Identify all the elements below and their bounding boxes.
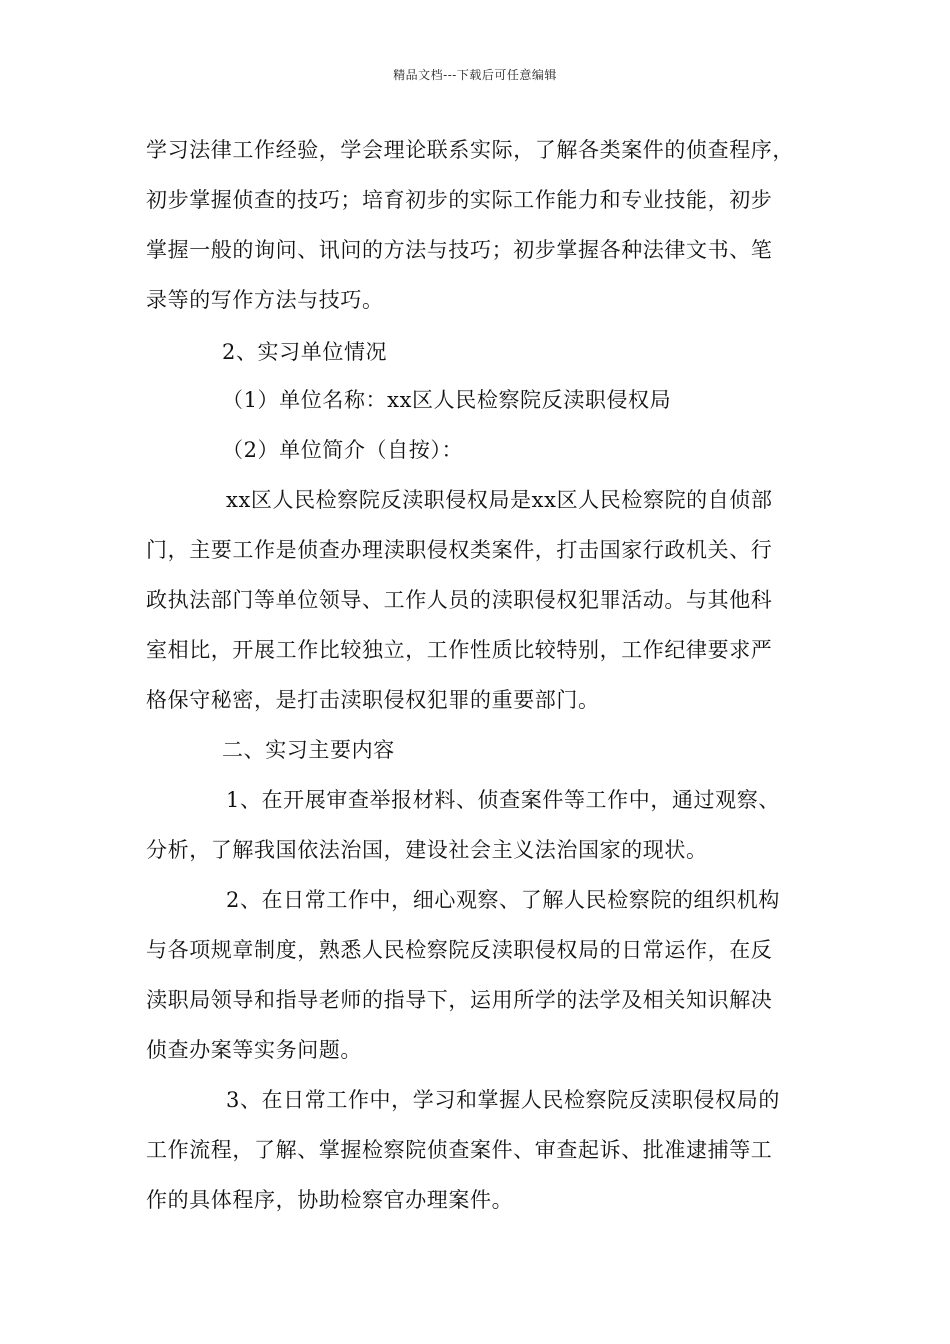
body-line: 门，主要工作是侦查办理渎职侵权类案件，打击国家行政机关、行 xyxy=(146,538,773,562)
body-line: 1、在开展审查举报材料、侦查案件等工作中，通过观察、 xyxy=(226,788,780,812)
body-line: 渎职局领导和指导老师的指导下，运用所学的法学及相关知识解决 xyxy=(146,988,773,1012)
body-line: xx区人民检察院反渎职侵权局是xx区人民检察院的自侦部 xyxy=(226,488,773,512)
body-line: 侦查办案等实务问题。 xyxy=(146,1038,362,1062)
body-line: 工作流程，了解、掌握检察院侦查案件、审查起诉、批准逮捕等工 xyxy=(146,1138,773,1162)
body-line: 学习法律工作经验，学会理论联系实际，了解各类案件的侦查程序， xyxy=(146,138,794,162)
body-line: 掌握一般的询问、讯问的方法与技巧；初步掌握各种法律文书、笔 xyxy=(146,238,773,262)
body-line: 分析，了解我国依法治国，建设社会主义法治国家的现状。 xyxy=(146,838,708,862)
body-line: 作的具体程序，协助检察官办理案件。 xyxy=(146,1188,514,1212)
body-line: 格保守秘密，是打击渎职侵权犯罪的重要部门。 xyxy=(146,688,600,712)
section-heading: 二、实习主要内容 xyxy=(222,738,395,762)
body-line: 3、在日常工作中，学习和掌握人民检察院反渎职侵权局的 xyxy=(226,1088,780,1112)
section-heading: 2、实习单位情况 xyxy=(222,340,388,364)
body-line: 室相比，开展工作比较独立，工作性质比较特别，工作纪律要求严 xyxy=(146,638,773,662)
body-line: 与各项规章制度，熟悉人民检察院反渎职侵权局的日常运作，在反 xyxy=(146,938,773,962)
body-line: 初步掌握侦查的技巧；培育初步的实际工作能力和专业技能，初步 xyxy=(146,188,773,212)
body-line: 录等的写作方法与技巧。 xyxy=(146,288,384,312)
unit-name-line: （1）单位名称：xx区人民检察院反渎职侵权局 xyxy=(222,388,672,412)
unit-intro-line: （2）单位简介（自按）： xyxy=(222,438,464,462)
body-line: 政执法部门等单位领导、工作人员的渎职侵权犯罪活动。与其他科 xyxy=(146,588,773,612)
body-line: 2、在日常工作中，细心观察、了解人民检察院的组织机构 xyxy=(226,888,780,912)
page-header: 精品文档---下载后可任意编辑 xyxy=(393,68,557,82)
